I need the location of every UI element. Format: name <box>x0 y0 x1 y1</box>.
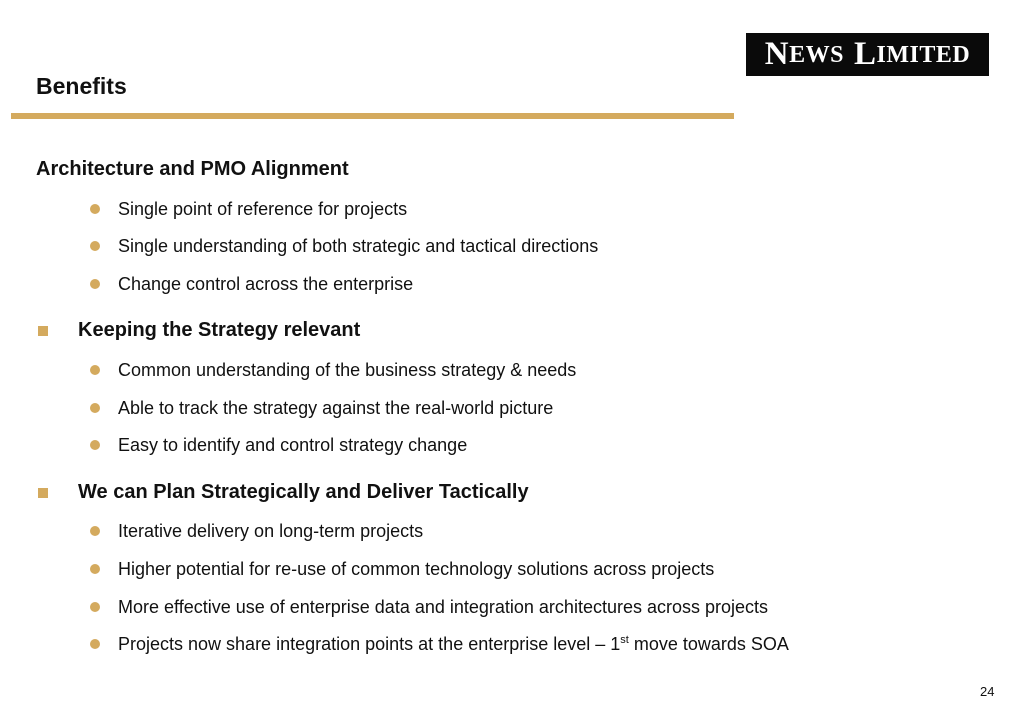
list-item <box>90 432 467 458</box>
list-item-text-before: Projects now share integration points at the enterprise level – 1 <box>118 633 621 654</box>
bullet-dot-icon <box>90 440 100 450</box>
list-item <box>90 196 407 222</box>
logo-initial-l: L <box>854 36 877 72</box>
list-item-text <box>118 634 789 655</box>
bullet-dot-icon <box>90 241 100 251</box>
bullet-dot-icon <box>90 204 100 214</box>
page-number: 24 <box>980 684 995 699</box>
list-item <box>90 233 598 259</box>
title-divider <box>11 113 734 119</box>
list-item-text: Change control across the enterprise <box>118 273 414 294</box>
list-item <box>90 594 768 620</box>
bullet-dot-icon <box>90 403 100 413</box>
logo-initial-n: N <box>764 36 790 72</box>
list-item-text: Iterative delivery on long-term projects <box>118 520 424 541</box>
logo-text-imited: IMITED <box>876 41 971 68</box>
list-item-text: Single understanding of both strategic and tactical directions <box>118 235 599 256</box>
slide-title: Benefits <box>36 73 127 99</box>
bullet-dot-icon <box>90 639 100 649</box>
section-heading-strategy: Keeping the Strategy relevant <box>78 319 361 341</box>
logo-text-ews: EWS <box>789 41 844 68</box>
bullet-dot-icon <box>90 365 100 375</box>
list-item-text: Common understanding of the business strategy & needs <box>118 359 577 380</box>
list-item-text: Easy to identify and control strategy change <box>118 434 468 455</box>
list-item <box>90 556 714 582</box>
news-limited-logo <box>746 33 989 76</box>
square-bullet-icon <box>38 326 48 336</box>
square-bullet-icon <box>38 488 48 498</box>
list-item-text-after: move towards SOA <box>628 633 789 654</box>
bullet-dot-icon <box>90 602 100 612</box>
bullet-dot-icon <box>90 526 100 536</box>
list-item-text: More effective use of enterprise data and integration architectures across projects <box>118 596 769 617</box>
bullet-dot-icon <box>90 564 100 574</box>
list-item <box>90 271 413 297</box>
list-item <box>90 357 576 383</box>
list-item-text: Able to track the strategy against the real-world picture <box>118 397 554 418</box>
ordinal-superscript: st <box>620 633 629 646</box>
list-item <box>90 631 789 657</box>
list-item-text: Higher potential for re-use of common technology solutions across projects <box>118 558 715 579</box>
list-item <box>90 518 423 544</box>
list-item-text: Single point of reference for projects <box>118 198 408 219</box>
bullet-dot-icon <box>90 279 100 289</box>
section-heading-plan: We can Plan Strategically and Deliver Tactically <box>78 481 529 503</box>
section-heading-architecture: Architecture and PMO Alignment <box>36 158 349 180</box>
list-item <box>90 395 553 421</box>
